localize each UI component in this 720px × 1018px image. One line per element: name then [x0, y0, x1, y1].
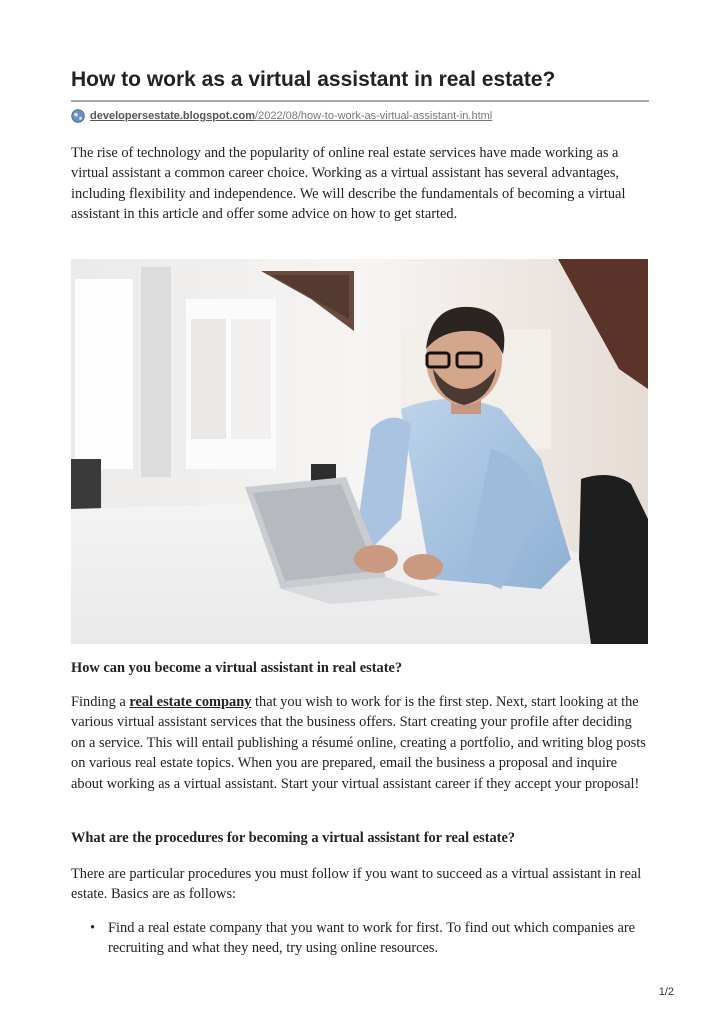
heading-procedures: What are the procedures for becoming a virtual assistant for real estate?: [71, 830, 516, 846]
source-url[interactable]: [71, 108, 492, 124]
intro-paragraph: The rise of technology and the popularity of online real estate services have made working as a virtual assistant a common career choice. Working as a virtual assistant has several advantages, including flexibility and independence. We will describe the fundamentals of becoming a virtual assistant in this article and offer some advice on how to get started.: [71, 145, 626, 223]
procedures-list: [71, 918, 649, 959]
source-domain[interactable]: developersestate.blogspot.com: [90, 110, 256, 122]
paragraph-first-step: [71, 692, 649, 794]
title-divider: [71, 100, 649, 102]
source-path[interactable]: /2022/08/how-to-work-as-virtual-assistant-in.html: [255, 110, 493, 122]
real-estate-company-link[interactable]: real estate company: [129, 694, 252, 710]
p1-text-before: Finding a: [71, 694, 130, 710]
bullet-icon: •: [90, 920, 96, 936]
page-number: 1/2: [658, 986, 674, 998]
list-item-text: Find a real estate company that you want to work for first. To find out which companies are recruiting and what they need, try using online resources.: [108, 920, 636, 957]
paragraph-procedures-intro: There are particular procedures you must follow if you want to succeed as a virtual assistant in real estate. Basics are as follows:: [71, 866, 642, 903]
heading-become-assistant: How can you become a virtual assistant in real estate?: [71, 660, 403, 676]
p1-text-after: that you wish to work for is the first step. Next, start looking at the various virtual assistant services that the business offers. Start creating your profile after deciding on a service. This will entail publishing a résumé online, creating a portfolio, and writing blog posts on various real estate topics. When you are prepared, email the business a proposal and inquire about working as a virtual assistant. Start your virtual assistant career if they accept your proposal!: [71, 694, 646, 792]
article-title: How to work as a virtual assistant in real estate?: [71, 68, 556, 91]
globe-icon: [71, 109, 85, 123]
article-photo: [71, 259, 648, 644]
list-item: [71, 918, 649, 959]
man-with-laptop-photo: [71, 259, 648, 644]
